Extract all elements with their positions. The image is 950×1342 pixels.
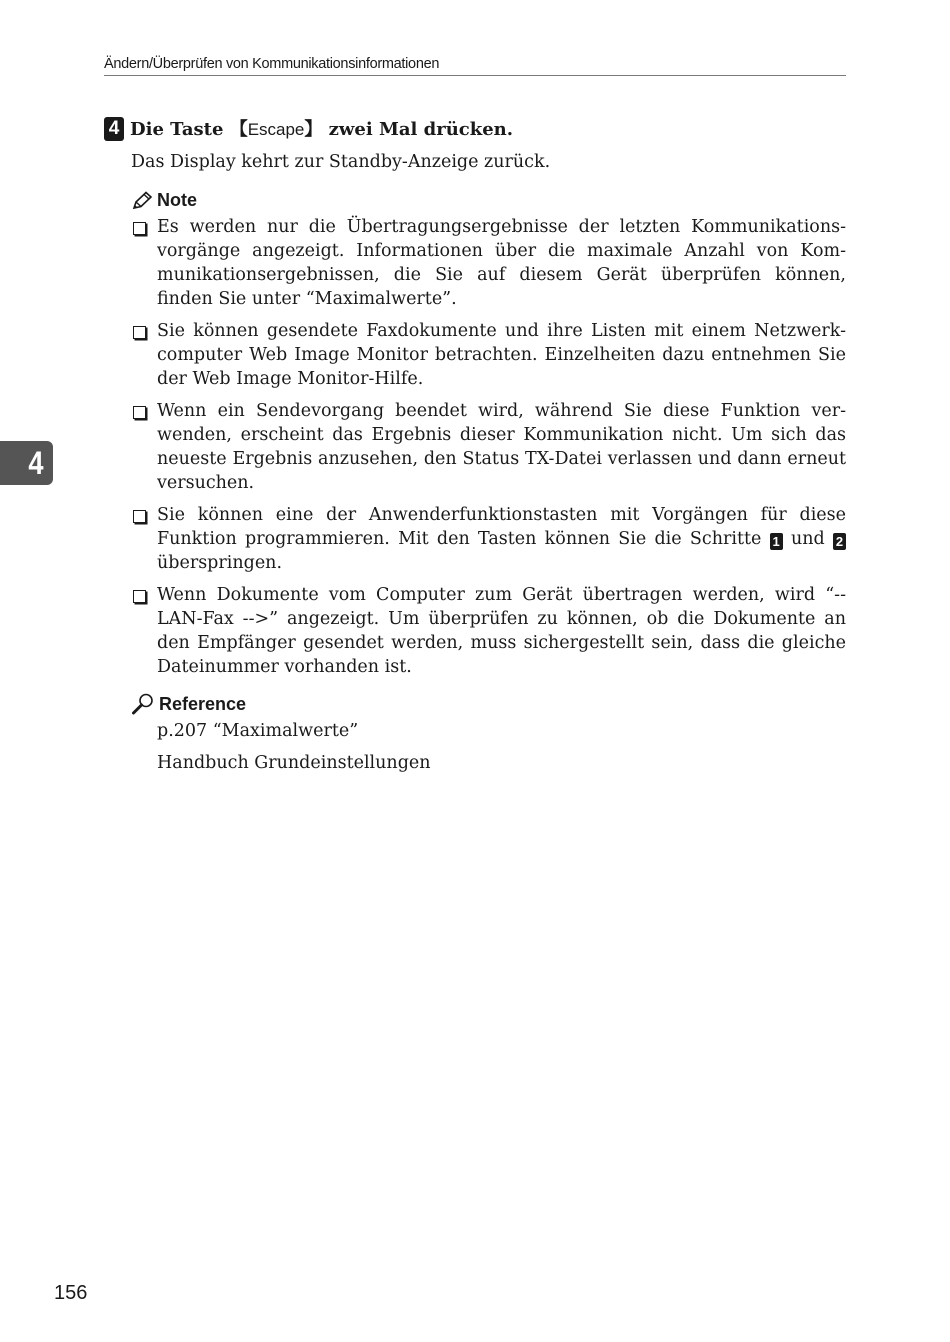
- pencil-icon: [131, 191, 153, 211]
- note-item: [131, 583, 846, 679]
- step-reference-badge: 1: [770, 533, 783, 550]
- note-text: Es werden nur die Übertragungsergebnisse der letzten Kommunikations-vorgänge angezeigt. Informationen über die maximale Anzahl von Kom-munikationsergebnissen, die Sie auf diesem Gerät überprüfen können, finden Sie unter “Maximalwerte”.: [157, 217, 846, 309]
- page-header: Ändern/Überprüfen von Kommunikationsinformationen: [104, 56, 846, 76]
- step-heading: [104, 117, 846, 143]
- reference-list: [157, 719, 846, 775]
- step-number-badge: 4: [104, 117, 124, 141]
- note-item: [131, 319, 846, 391]
- note-text: [157, 503, 846, 575]
- reference-heading: [131, 693, 846, 715]
- escape-key-label: Escape: [247, 120, 305, 139]
- page-number: 156: [54, 1282, 88, 1304]
- note-text-after: überspringen.: [157, 553, 283, 573]
- checkbox-bullet-icon: [133, 326, 146, 339]
- note-item: [131, 399, 846, 495]
- checkbox-bullet-icon: [133, 510, 146, 523]
- reference-line: Handbuch Grundeinstellungen: [157, 753, 431, 773]
- key-bracket-open: 【: [229, 119, 248, 140]
- key-bracket-close: 】: [304, 119, 323, 140]
- chapter-tab-number: 4: [28, 445, 44, 481]
- note-item: [131, 503, 846, 575]
- note-text-middle: und: [790, 529, 825, 549]
- step-block: [104, 117, 846, 783]
- reference-label: Reference: [159, 693, 247, 714]
- note-heading: [131, 190, 846, 211]
- magnifier-icon: [131, 693, 155, 715]
- note-text-before: Sie können eine der Anwenderfunktionstasten mit Vorgängen für diese Funktion programmieren. Mit den Tasten können Sie die Schritte: [157, 505, 846, 549]
- step-title-before: Die Taste: [130, 119, 224, 140]
- checkbox-bullet-icon: [133, 590, 146, 603]
- checkbox-bullet-icon: [133, 222, 146, 235]
- step-title-after: zwei Mal drücken.: [328, 119, 514, 140]
- step-description: Das Display kehrt zur Standby-Anzeige zurück.: [131, 152, 551, 172]
- step-reference-badge: 2: [833, 533, 846, 550]
- note-label: Note: [157, 190, 197, 210]
- note-text: Wenn Dokumente vom Computer zum Gerät übertragen werden, wird “--LAN-Fax -->” angezeigt. Um überprüfen zu können, ob die Dokumente an den Empfänger gesendet werden, muss sichergestellt sein, dass die gleiche Dateinummer vorhanden ist.: [157, 585, 846, 677]
- note-list: [131, 215, 846, 679]
- note-item: [131, 215, 846, 311]
- chapter-tab: [0, 441, 53, 485]
- note-text: Sie können gesendete Faxdokumente und ihre Listen mit einem Netzwerk-computer Web Image Monitor betrachten. Einzelheiten dazu entnehmen Sie der Web Image Monitor-Hilfe.: [157, 321, 846, 389]
- step-title: [130, 117, 513, 143]
- note-text: Wenn ein Sendevorgang beendet wird, während Sie diese Funktion ver-wenden, erscheint das Ergebnis dieser Kommunikation nicht. Um sich das neueste Ergebnis anzusehen, den Status TX-Datei verlassen und dann erneut versuchen.: [157, 401, 846, 493]
- checkbox-bullet-icon: [133, 406, 146, 419]
- reference-link[interactable]: p.207 “Maximalwerte”: [157, 721, 359, 741]
